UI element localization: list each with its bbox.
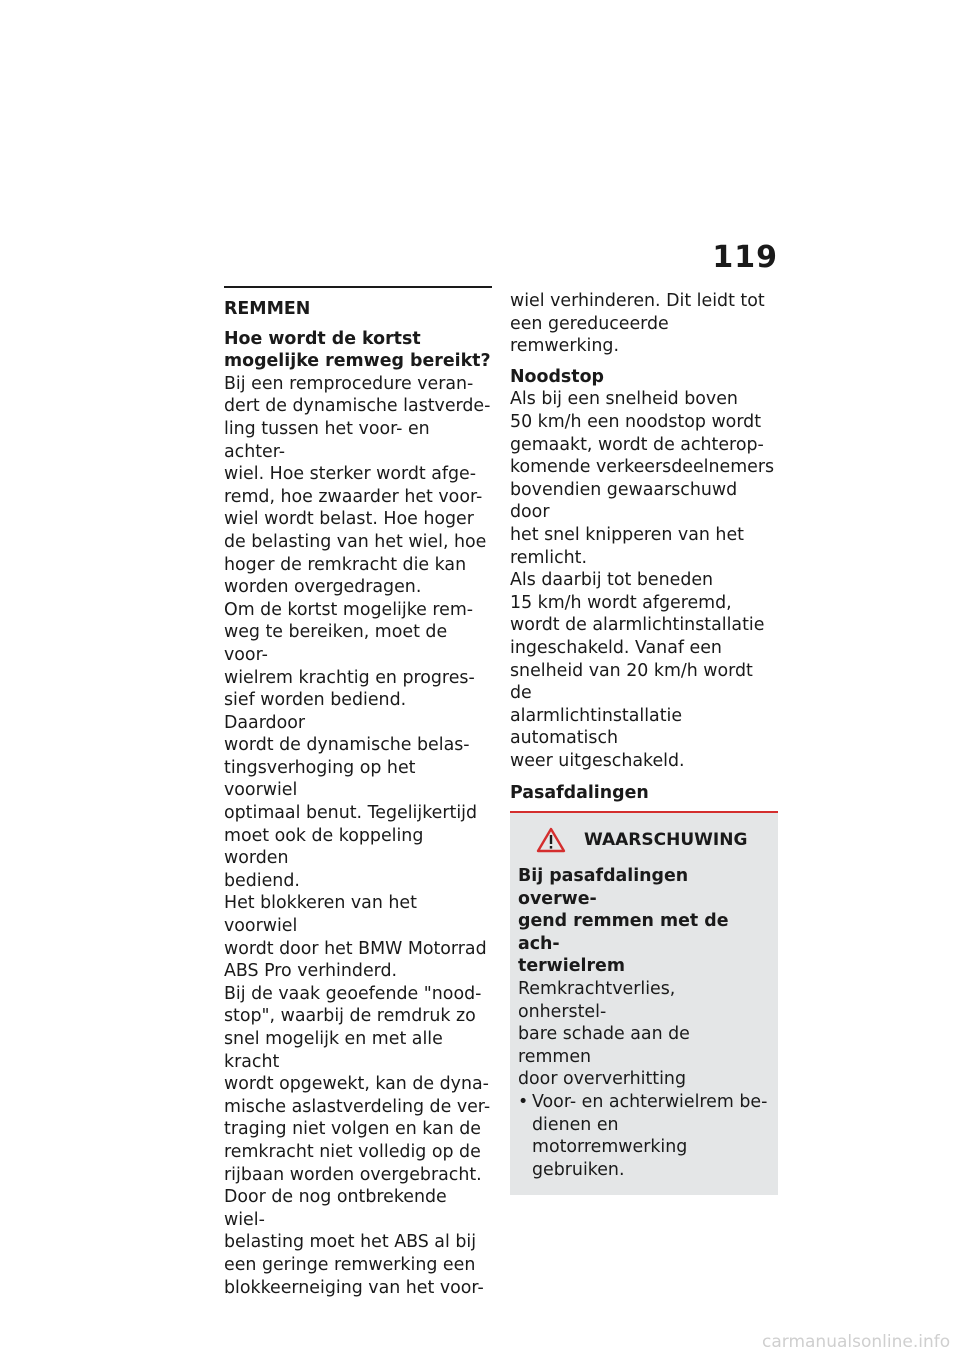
- subheading-pasafdalingen: Pasafdalingen: [510, 783, 649, 804]
- paragraph-4: Bij de vaak geoefende "nood- stop", waarbij de remdruk zo snel mogelijk en met alle kracht wordt opgewekt, kan de dyna- mische aslastverdeling de ver- traging niet volgen en kan de remkracht niet volledig op de rijbaan worden overgebracht. Door de nog ontbrekende wiel- belasting moet het ABS al bij een geringe remwerking een blokkeerneiging van het voor-: [224, 983, 491, 1298]
- warning-box: [510, 811, 778, 1195]
- warning-bullet: [518, 1091, 768, 1181]
- subheading-noodstop: Noodstop: [510, 366, 604, 387]
- paragraph-3: Het blokkeren van het voorwiel wordt door het BMW Motorrad ABS Pro verhinderd.: [224, 893, 487, 982]
- subheading-shortest-braking: Hoe wordt de kortst mogelijke remweg bereikt?: [224, 328, 491, 372]
- left-column: [224, 286, 492, 1299]
- paragraph-2: Om de kortst mogelijke rem- weg te bereiken, moet de voor- wielrem krachtig en progres- sief worden bediend. Daardoor wordt de dynamische belas- tingsverhoging op het voorwiel optimaal benut. Tegelijkertijd moet ook de koppeling worden bediend.: [224, 599, 478, 891]
- page-number: 119: [712, 240, 778, 275]
- paragraph-continuation: wiel verhinderen. Dit leidt tot een gereduceerde remwerking.: [510, 291, 765, 357]
- right-column: [510, 290, 778, 1195]
- bullet-icon: •: [518, 1092, 529, 1112]
- warning-title: WAARSCHUWING: [584, 829, 748, 850]
- watermark: carmanualsonline.info: [762, 1332, 951, 1352]
- section-title: REMMEN: [224, 299, 311, 319]
- paragraph-noodstop-2: Als daarbij tot beneden 15 km/h wordt afgeremd, wordt de alarmlichtinstallatie ingeschakeld. Vanaf een snelheid van 20 km/h wordt de alarmlichtinstallatie automatisch weer uitgeschakeld.: [510, 570, 765, 771]
- paragraph-noodstop-1: Als bij een snelheid boven 50 km/h een noodstop wordt gemaakt, wordt de achterop- komende verkeersdeelnemers bovendien gewaarschuwd door het snel knipperen van het remlicht.: [510, 389, 775, 568]
- warning-bullet-text: Voor- en achterwielrem be- dienen en motorremwerking gebruiken.: [532, 1092, 768, 1180]
- warning-triangle-icon: [536, 827, 566, 853]
- paragraph-1: Bij een remprocedure veran- dert de dynamische lastverde- ling tussen het voor- en achter- wiel. Hoe sterker wordt afge- remd, hoe zwaarder het voor- wiel wordt belast. Hoe hoger de belasting van het wiel, hoe hoger de remkracht die kan worden overgedragen.: [224, 373, 491, 598]
- warning-header: [518, 827, 768, 853]
- warning-strong-text: Bij pasafdalingen overwe- gend remmen met de ach- terwielrem: [518, 866, 729, 977]
- warning-text: Remkrachtverlies, onherstel- bare schade aan de remmen door oververhitting: [518, 979, 690, 1090]
- section-header: [224, 286, 492, 321]
